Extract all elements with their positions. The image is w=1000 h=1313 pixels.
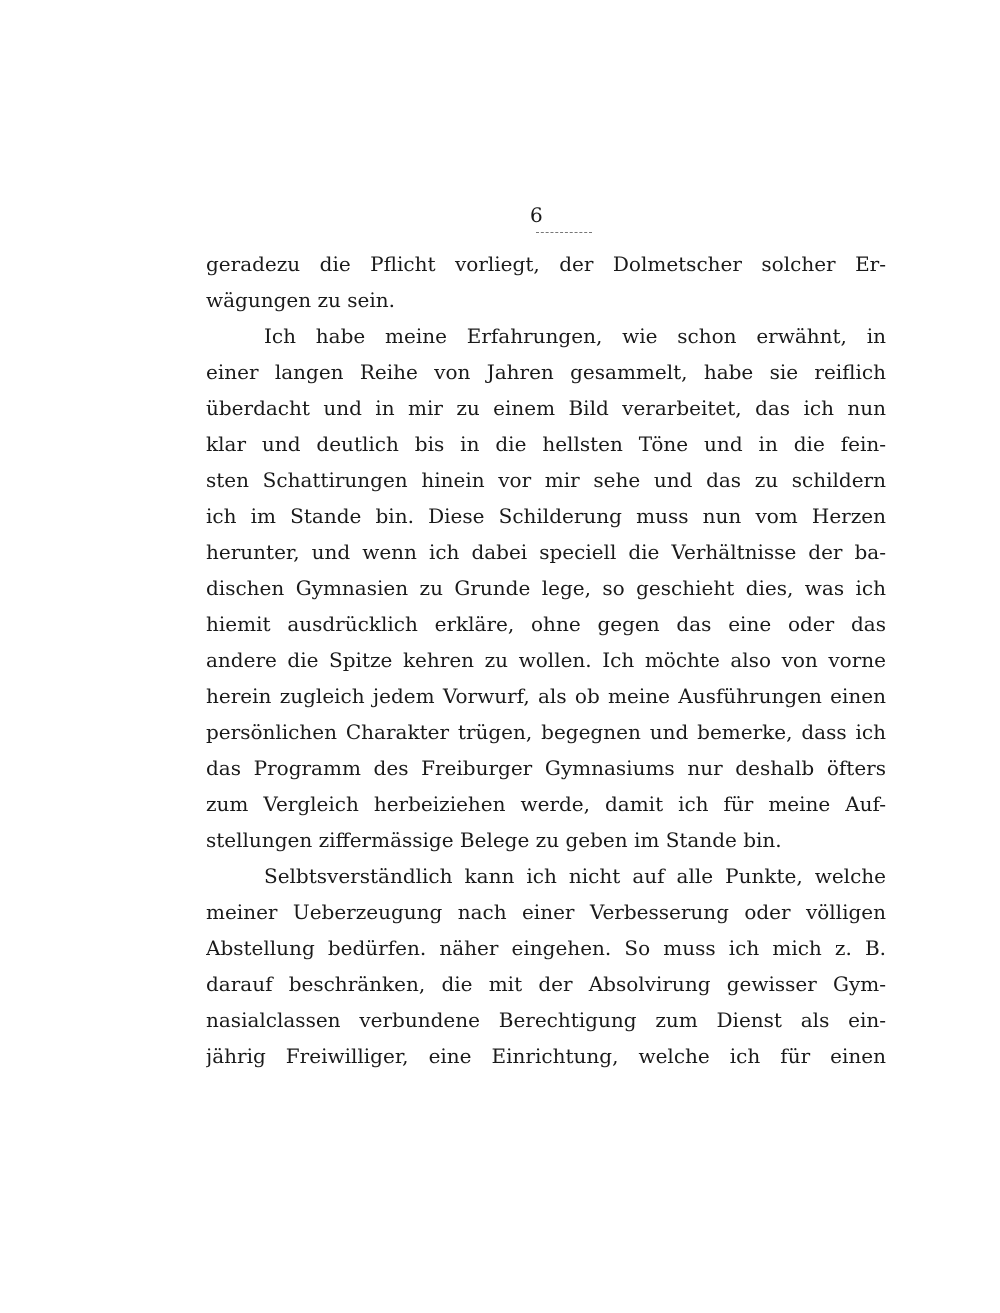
body-text	[206, 246, 886, 1074]
text-line: persönlichen Charakter trügen, begegnen und bemerke, dass ich	[206, 720, 886, 744]
text-line: dischen Gymnasien zu Grunde lege, so geschieht dies, was ich	[206, 576, 886, 600]
text-line: wägungen zu sein.	[206, 288, 395, 312]
text-line: herunter, und wenn ich dabei speciell die Verhältnisse der ba-	[206, 540, 886, 564]
text-line: Abstellung bedürfen. näher eingehen. So muss ich mich z. B.	[206, 936, 886, 960]
text-line: hiemit ausdrücklich erkläre, ohne gegen das eine oder das	[206, 612, 886, 636]
text-line: nasialclassen verbundene Berechtigung zum Dienst als ein-	[206, 1008, 886, 1032]
text-line: stellungen ziffermässige Belege zu geben im Stande bin.	[206, 828, 782, 852]
text-line: einer langen Reihe von Jahren gesammelt, habe sie reiflich	[206, 360, 886, 384]
text-line: überdacht und in mir zu einem Bild verarbeitet, das ich nun	[206, 396, 886, 420]
header-rule	[536, 232, 592, 233]
text-line: das Programm des Freiburger Gymnasiums nur deshalb öfters	[206, 756, 886, 780]
text-line: sten Schattirungen hinein vor mir sehe und das zu schildern	[206, 468, 886, 492]
page-number: 6	[530, 203, 543, 227]
text-line: Selbtsverständlich kann ich nicht auf alle Punkte, welche	[264, 864, 886, 888]
text-line: andere die Spitze kehren zu wollen. Ich möchte also von vorne	[206, 648, 886, 672]
text-line: herein zugleich jedem Vorwurf, als ob meine Ausführungen einen	[206, 684, 886, 708]
text-line: zum Vergleich herbeiziehen werde, damit ich für meine Auf-	[206, 792, 886, 816]
text-line: meiner Ueberzeugung nach einer Verbesserung oder völligen	[206, 900, 886, 924]
text-line: darauf beschränken, die mit der Absolvirung gewisser Gym-	[206, 972, 886, 996]
text-line: jährig Freiwilliger, eine Einrichtung, welche ich für einen	[206, 1044, 886, 1068]
text-line: klar und deutlich bis in die hellsten Töne und in die fein-	[206, 432, 886, 456]
text-line: geradezu die Pflicht vorliegt, der Dolmetscher solcher Er-	[206, 252, 886, 276]
text-line: ich im Stande bin. Diese Schilderung muss nun vom Herzen	[206, 504, 886, 528]
text-line: Ich habe meine Erfahrungen, wie schon erwähnt, in	[264, 324, 886, 348]
